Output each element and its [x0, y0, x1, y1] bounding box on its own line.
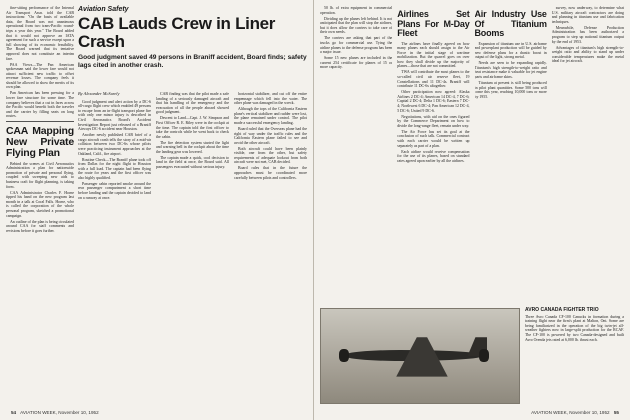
story-headline-caa: CAA Mapping New Private Flying Plan: [6, 124, 74, 159]
lead-story-header: [78, 6, 307, 73]
fighter-jet-photo: [320, 308, 520, 404]
body-paragraph: Negotiations, with aid on the ones figured by the Commerce Department on how to divide the long-range fleet, remain under way.: [397, 114, 470, 128]
left-column-4: [234, 92, 307, 404]
lead-headline: CAB Lauds Crew in Liner Crash: [78, 14, 276, 51]
body-paragraph: Passenger cabin reported smoke around the rear passenger compartment a short time before landing and the captain decided to land on a runway at once.: [78, 181, 151, 200]
body-paragraph: fine-sitting performance of the Internal Air Transport Assn. told the CAB instructions: "On the basis of available data, the Board was not unanimous operational from two trans-Pacific round-trips a year this year." The Board added that it would not approve an IATA agreement for such a service except upon a full showing of its economic feasibility. The Board warned that its tentative approval does not constitute an interim fare.: [6, 6, 74, 61]
story-headline-titanium: Air Industry Use Of Titanium Booms: [474, 9, 547, 38]
body-paragraph: Board rules that in the future the approaches must be coordinated more carefully between pilots and controllers.: [234, 166, 307, 180]
body-paragraph: Other participation now agreed: Alaska Airlines 2 DC-4; American 14 DC-4, 7 DC-6; Capital 2 DC-4; Delta 1 DC-6; Eastern 7 DC-4; Northwest 6 DC-4; Pan American 12 DC-4, 5 DC-6; United 9 DC-6.: [397, 90, 470, 113]
jet-wingtip: [339, 349, 349, 361]
body-paragraph: CAA Administrator Charles F. Horne tipped his hand on the new program last month in a talk at Coral Falls. Horne, who is called the corporation of the whole personal program, sketched a promotional campaign.: [6, 190, 74, 218]
body-paragraph: Meanwhile, Defense Production Administration has been authorized a program to step up national titanium output by the end of 1953.: [551, 25, 624, 44]
right-column-2: [397, 6, 469, 304]
body-paragraph: 50 lb. of extra equipment in commercial operation.: [320, 6, 393, 15]
body-paragraph: Although the tops of the California Eastern plane's vertical stabilizer and rudder were lost, the plane remained under control. The pilot made a successful emergency landing.: [234, 107, 307, 125]
left-columns-body: [78, 92, 307, 404]
issue-line: AVIATION WEEK, November 10, 1952: [531, 410, 610, 415]
body-paragraph: Advantages of titanium's high strength-to-weight ratio and ability to stand up under considerable temperatures make the metal ideal for jet aircraft.: [551, 45, 624, 64]
body-paragraph: Each airline would receive compensation for the use of its planes, based on standard rates agreed upon earlier by all the airlines.: [397, 149, 470, 163]
byline: By Alexander McSurely: [78, 92, 120, 96]
body-paragraph: Good judgment and alert action by a DC-6 all-cargo flight crew which enabled 49 persons to escape from an in-flight transport plane fire with only one minor injury is described in Civil Aeronautics Board's Accident Investigation Report just released of a Braniff Airways DC-6 accident near Houston.: [78, 99, 151, 132]
caption-title: AVRO CANADA FIGHTER TRIO: [525, 307, 599, 313]
body-paragraph: Both aircraft could have been plainly visible, one from the other, but safety requirements of adequate lookout from both aircraft were not met, CAB decided.: [234, 146, 307, 165]
body-paragraph: The fire detection system started the light and warning bell in the cockpit about the time the landing gear was lowered.: [156, 140, 229, 154]
body-paragraph: Descent to Land—Capt. J. W. Simpson and First Officer R. E. Riley were in the cockpit at the time. The captain told the first officer to take the controls while he went back to check the cabin.: [156, 116, 229, 139]
body-paragraph: The carriers are asking that part of the trucks go for commercial use. Tying the airline planes to the defense program has been a major issue.: [320, 36, 393, 55]
body-paragraph: The captain made a quick, cool decision to land in the field at once, the Board said. All passengers evacuated without serious injury.: [156, 155, 229, 170]
right-page: [314, 0, 630, 420]
body-paragraph: CAB finding was that the pilot made a safe landing of a seriously damaged aircraft and that his handling of the emergency and the evacuation of all the people aboard showed good judgment.: [156, 92, 229, 115]
photo-caption: [525, 308, 624, 404]
body-paragraph: Titanium at present is still being produced in pilot plant quantities. Some 500 tons will come this year, reaching 10,000 tons or more by 1955.: [474, 81, 547, 99]
folio-left: [8, 410, 99, 415]
right-columns: [320, 6, 624, 304]
body-paragraph: horizontal stabilizer, and cut off the entire empennage which fell into the water. The other plane was damaged in the wreck.: [234, 92, 307, 106]
section-tag: Aviation Safety: [78, 6, 129, 13]
body-paragraph: Board ruled that the Overseas plane had the right of way under the traffic rules and the California Eastern plane failed to see and avoid the other aircraft.: [234, 126, 307, 145]
page-number: 54: [11, 410, 17, 415]
body-paragraph: Routine Check—The Braniff plane took off from Dallas for the night flight to Houston with a full load. The captain had been flying the route for years and the first officer was also highly qualified.: [78, 157, 151, 180]
left-column-1: [6, 6, 74, 404]
body-paragraph: Dividing up the planes left behind. It is not anticipated that the plan will stop the airlines, but it does allow the carriers to take care of their own needs.: [320, 16, 393, 35]
right-column-4: [552, 6, 624, 304]
left-column-3: [156, 92, 229, 404]
issue-line: AVIATION WEEK, November 10, 1952: [20, 410, 99, 415]
left-column-2: [78, 92, 151, 404]
body-paragraph: TWA will contribute the most planes to the so-called civil air reserve fleet, 19 Constellations and 11 DC-4s. Braniff will contribute 11 DC-6s altogether.: [397, 70, 470, 89]
body-paragraph: Expansion of titanium use in U.S. airframe and powerplant production will be guided by new defense plans for a drastic boost in output of the light, strong metal.: [474, 41, 547, 60]
caption-text: Three Avro Canada CF-100 Canucks in formation during a training flight near the firm's plant at Malton, Ont. Some are being familiarized in the operation of the big twin-jet all-weather fighters now in large-split production for the RCAF. The CF-100 is powered by two Canada-designed and built Avro Orenda jets rated at 6,000 lb. thrust each.: [525, 314, 624, 342]
body-paragraph: PAA Views—The Pan American spokesman said the lower fare would not attract sufficient new traffic to offset revenue losses. The company feels it should be allowed to show the merits of its own plan.: [6, 62, 74, 90]
left-page: [0, 0, 314, 420]
body-paragraph: Some 15 new planes are included in the current 254 certificate for planes of 15 or more capacity.: [320, 56, 393, 70]
story-headline-mday: Airlines Set Plans For M-Day Fleet: [397, 9, 470, 38]
body-paragraph: Pan American has been pressing for a lower fare structure for some time. The company believes that a cut in fares across the Pacific would benefit both the traveler and the carrier by filling seats on long routes.: [6, 91, 74, 119]
photo-block: [320, 308, 624, 404]
body-paragraph: The airlines have finally agreed on how many planes each should assign to the Air Force in the initial stage of wartime mobilization. But the quarrel goes on over how they shall divide up the majority of planes—those that are not committed.: [397, 41, 470, 69]
right-column-3: [475, 6, 547, 304]
body-paragraph: Another newly published CAB brief of a cargo aircraft crash tells the story of a mid-air collision between two DC-6s whose pilots were practicing instrument approaches at the Oakland, Calif., fire airport.: [78, 133, 151, 156]
body-paragraph: Needs are seen to be expanding rapidly. Titanium's high strength-to-weight ratio and heat resistance make it valuable for jet engine parts and airframe skins.: [474, 61, 547, 80]
folio-right: [531, 410, 622, 415]
lead-deck: Good judgment saved 49 persons in Braniff accident, Board finds; safety lags cited in another crash.: [78, 54, 307, 69]
body-paragraph: Behind the scenes at Civil Aeronautics Administration a plan for nationwide promotion of private and personal flying, coupled with sweeping new aids to business craft for flight planning, is taking form.: [6, 161, 74, 189]
jet-wingtip: [479, 349, 489, 361]
divider: [6, 121, 74, 122]
body-paragraph: An outline of the plan is being circulated around CAA for staff comments and revisions before it goes further.: [6, 219, 74, 233]
body-paragraph: The Air Force has set its goal at the conclusion of such talk. Commercial contract with each carrier would be written up separately as part of a plan.: [397, 129, 470, 148]
page-number: 55: [613, 410, 619, 415]
body-paragraph: survey, now underway, to determine what U.S. military aircraft contractors are doing and planning in titanium use and fabrication techniques.: [551, 6, 624, 24]
right-column-1: [320, 6, 392, 304]
